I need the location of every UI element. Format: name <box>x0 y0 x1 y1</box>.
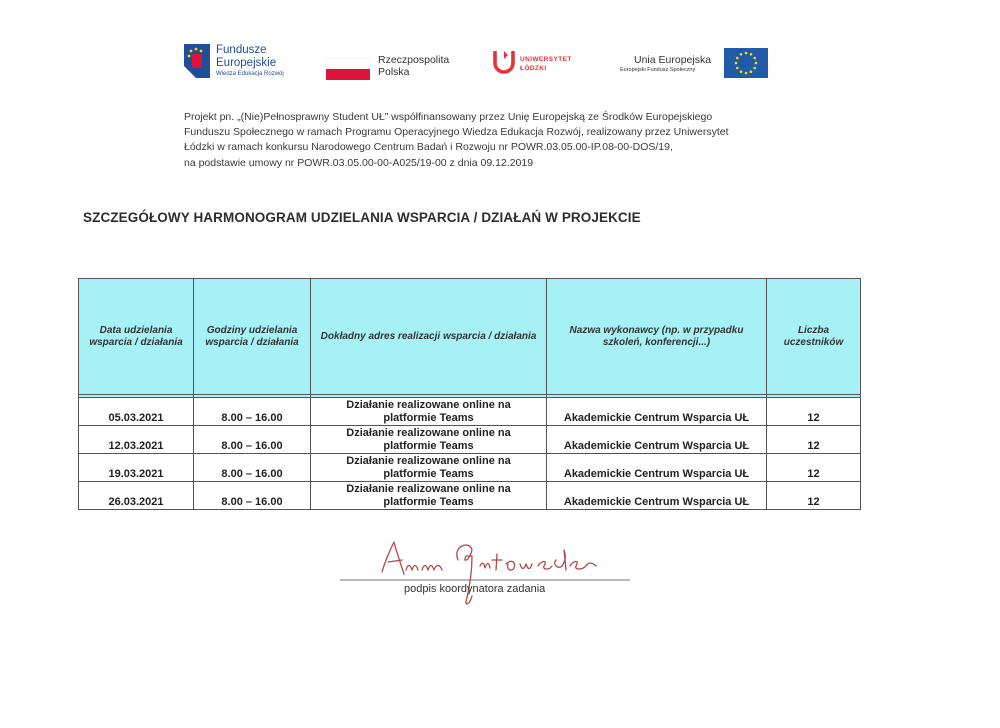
cell-address: Działanie realizowane online na platformie Teams <box>311 454 547 482</box>
cell-address: Działanie realizowane online na platformie Teams <box>311 482 547 510</box>
rp-line2: Polska <box>378 66 410 78</box>
cell-contractor: Akademickie Centrum Wsparcia UŁ <box>547 454 767 482</box>
cell-hours: 8.00 – 16.00 <box>194 454 311 482</box>
project-description-line: Funduszu Społecznego w ramach Programu Operacyjnego Wiedza Edukacja Rozwój, realizowany przez Uniwersytet <box>184 126 729 139</box>
fe-line1: Fundusze <box>216 44 267 56</box>
table-header-row <box>79 279 861 395</box>
cell-participants: 12 <box>767 426 861 454</box>
cell-hours: 8.00 – 16.00 <box>194 426 311 454</box>
cell-date: 12.03.2021 <box>79 426 194 454</box>
signature-caption: podpis koordynatora zadania <box>404 583 546 595</box>
rp-line1: Rzeczpospolita <box>378 54 450 66</box>
cell-contractor: Akademickie Centrum Wsparcia UŁ <box>547 426 767 454</box>
fe-line3: Wiedza Edukacja Rozwój <box>216 71 284 77</box>
cell-date: 05.03.2021 <box>79 398 194 426</box>
eu-flag-icon <box>724 48 768 78</box>
cell-date: 26.03.2021 <box>79 482 194 510</box>
header-hours: Godziny udzielania wsparcia / działania <box>194 279 311 395</box>
project-description-line: na podstawie umowy nr POWR.03.05.00-00-A025/19-00 z dnia 09.12.2019 <box>184 156 534 169</box>
fundusze-europejskie-flag-icon <box>184 44 210 78</box>
header-date: Data udzielania wsparcia / działania <box>79 279 194 395</box>
header-contractor: Nazwa wykonawcy (np. w przypadku szkoleń, konferencji...) <box>547 279 767 395</box>
cell-address: Działanie realizowane online na platformie Teams <box>311 398 547 426</box>
ue-line2: Europejski Fundusz Społeczny <box>620 67 696 73</box>
ue-line1: Unia Europejska <box>634 54 712 66</box>
logo-fundusze-europejskie <box>180 40 310 84</box>
document-title: SZCZEGÓŁOWY HARMONOGRAM UDZIELANIA WSPARCIA / DZIAŁAŃ W PROJEKCIE <box>83 210 641 225</box>
ul-line1: UNIWERSYTET <box>520 56 572 63</box>
project-description <box>184 110 824 171</box>
ul-line2: ŁÓDZKI <box>520 65 547 72</box>
cell-hours: 8.00 – 16.00 <box>194 398 311 426</box>
cell-participants: 12 <box>767 454 861 482</box>
table-row <box>79 398 861 426</box>
cell-contractor: Akademickie Centrum Wsparcia UŁ <box>547 398 767 426</box>
logo-uniwersytet-lodzki <box>490 40 600 84</box>
cell-participants: 12 <box>767 398 861 426</box>
logos-strip <box>180 40 770 84</box>
polish-flag-icon <box>326 58 370 80</box>
table-row <box>79 426 861 454</box>
schedule-table <box>78 278 861 510</box>
table-row <box>79 454 861 482</box>
cell-hours: 8.00 – 16.00 <box>194 482 311 510</box>
cell-participants: 12 <box>767 482 861 510</box>
cell-contractor: Akademickie Centrum Wsparcia UŁ <box>547 482 767 510</box>
fe-line2: Europejskie <box>216 57 277 69</box>
university-emblem-icon <box>492 48 516 76</box>
logo-rzeczpospolita-polska <box>326 40 466 84</box>
handwritten-signature <box>330 530 650 610</box>
logo-unia-europejska <box>618 40 770 84</box>
project-description-line: Projekt pn. „(Nie)Pełnosprawny Student UŁ” współfinansowany przez Unię Europejską ze Środków Europejskiego <box>184 111 713 123</box>
cell-address: Działanie realizowane online na platformie Teams <box>311 426 547 454</box>
cell-date: 19.03.2021 <box>79 454 194 482</box>
table-row <box>79 482 861 510</box>
header-address: Dokładny adres realizacji wsparcia / działania <box>311 279 547 395</box>
project-description-line: Łódzki w ramach konkursu Narodowego Centrum Badań i Rozwoju nr POWR.03.05.00-IP.08-00-DOS/19, <box>184 141 673 154</box>
header-participants: Liczba uczestników <box>767 279 861 395</box>
